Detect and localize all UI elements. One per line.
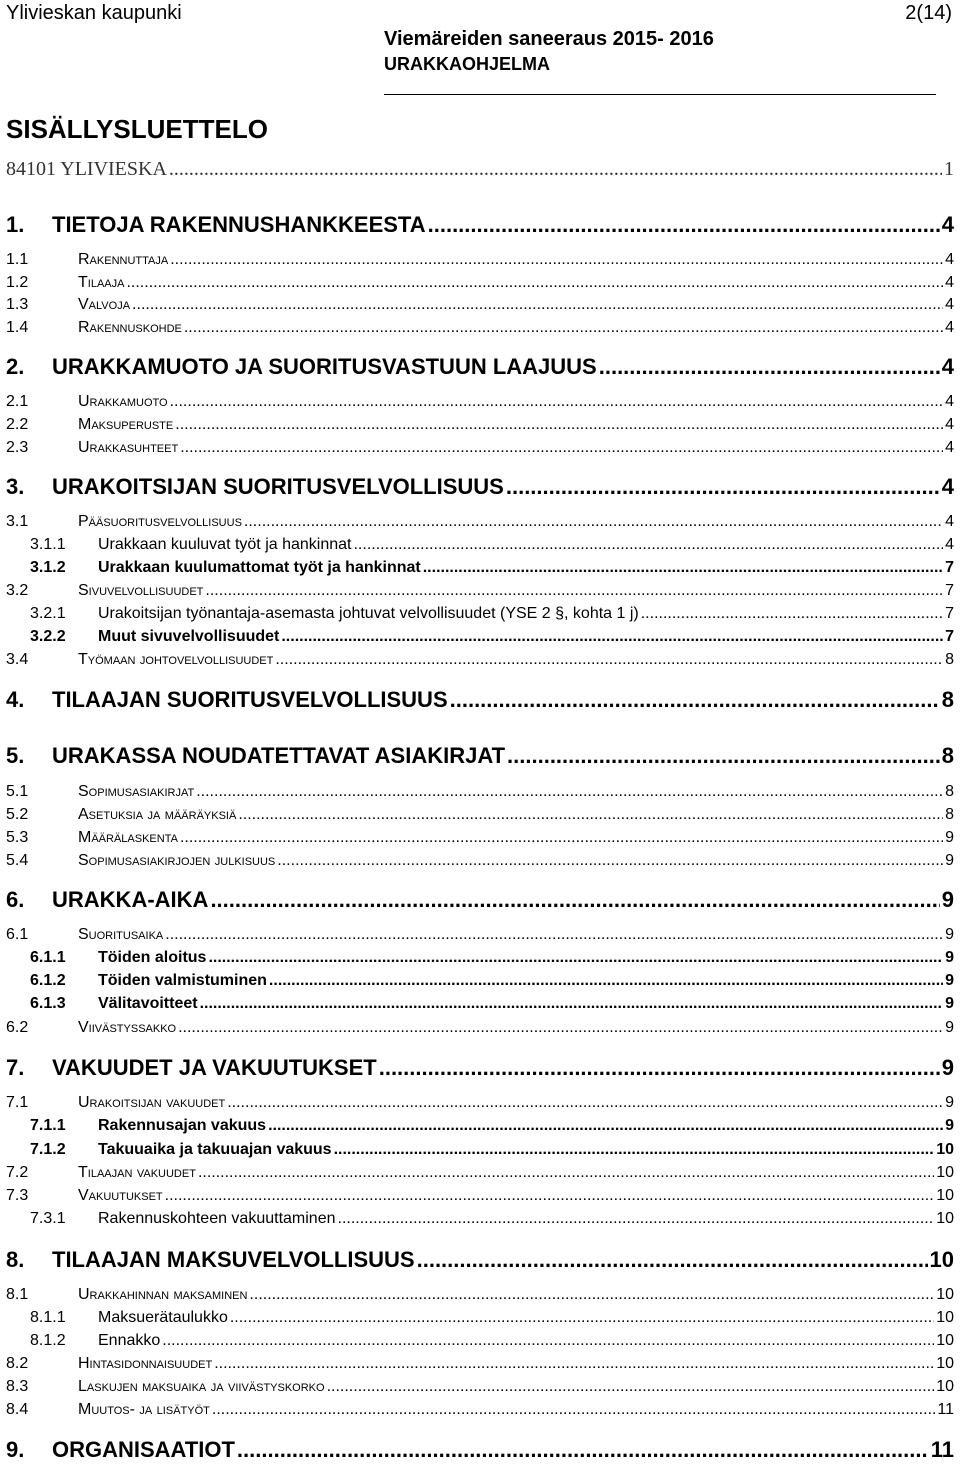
- toc-entry[interactable]: [6, 1355, 954, 1373]
- toc-entry-title: Asetuksia ja määräyksiä: [78, 806, 237, 823]
- toc-entry-title: Tilaaja: [78, 274, 125, 291]
- toc-entry-title: Muut sivuvelvollisuudet: [98, 628, 280, 645]
- toc-entry[interactable]: [6, 1164, 954, 1182]
- toc-entry-number: 3.2: [6, 582, 29, 599]
- toc-entry[interactable]: [6, 852, 954, 870]
- toc-entry-title: Laskujen maksuaika ja viivästyskorko: [78, 1378, 325, 1395]
- toc-entry-page: 11: [937, 1401, 954, 1418]
- toc-entry-page: 4: [945, 416, 954, 433]
- toc-entry-title: Urakkamuoto: [78, 393, 168, 410]
- toc-entry-page: 9: [945, 852, 954, 869]
- toc-entry-title: Suoritusaika: [78, 926, 164, 943]
- toc-entry-title: Vakuutukset: [78, 1187, 163, 1204]
- toc-entry-title: Urakoitsijan vakuudet: [78, 1094, 226, 1111]
- toc-entry-page: 7: [945, 605, 954, 622]
- toc-entry-page: 9: [945, 1019, 954, 1036]
- dot-leader: [214, 1355, 934, 1373]
- dot-leader: [184, 319, 943, 337]
- toc-entry[interactable]: [6, 1247, 954, 1273]
- toc-entry-number: 5.4: [6, 852, 29, 869]
- toc-entry-number: 1.: [6, 212, 25, 237]
- toc-heading: SISÄLLYSLUETTELO: [6, 114, 268, 144]
- toc-entry-page: 9: [945, 926, 954, 943]
- organization-name: Ylivieskan kaupunki: [6, 2, 182, 24]
- page-number: 2(14): [905, 2, 952, 24]
- dot-leader: [327, 1378, 935, 1396]
- toc-entry[interactable]: [6, 274, 954, 292]
- toc-entry-title: TILAAJAN MAKSUVELVOLLISUUS: [52, 1247, 415, 1272]
- toc-entry-page: 10: [936, 1141, 954, 1158]
- toc-entry-number: 2.3: [6, 439, 29, 456]
- toc-entry-page: 9: [945, 949, 954, 966]
- toc-entry[interactable]: [6, 1055, 954, 1081]
- dot-leader: [170, 251, 943, 269]
- toc-entry-page: 8: [945, 783, 954, 800]
- toc-entry-title: Urakkahinnan maksaminen: [78, 1286, 248, 1303]
- toc-entry-page: 4: [941, 474, 954, 499]
- toc-entry-page: 4: [941, 212, 954, 237]
- toc-entry-page: 4: [945, 251, 954, 268]
- dot-leader: [200, 995, 944, 1013]
- toc-entry-page: 7: [945, 559, 954, 576]
- toc-entry-page: 4: [945, 439, 954, 456]
- toc-entry-number: 3.: [6, 474, 25, 499]
- toc-entry-page: 4: [945, 274, 954, 291]
- toc-entry-number: 6.1: [6, 926, 29, 943]
- toc-entry-page: 9: [945, 1117, 954, 1134]
- toc-entry-page: 10: [936, 1355, 954, 1372]
- toc-entry[interactable]: [6, 212, 954, 238]
- toc-entry-title: Rakennuttaja: [78, 251, 169, 268]
- toc-entry-title: VAKUUDET JA VAKUUTUKSET: [52, 1055, 377, 1080]
- toc-entry-page: 4: [945, 536, 954, 553]
- toc-entry[interactable]: [6, 319, 954, 337]
- toc-entry-title: Sopimusasiakirjat: [78, 783, 195, 800]
- dot-leader: [641, 605, 943, 623]
- toc-entry-title: Rakennuskohde: [78, 319, 182, 336]
- toc-entry[interactable]: [6, 926, 954, 944]
- toc-entry-page: 10: [929, 1247, 954, 1272]
- toc-entry-page: 4: [941, 354, 954, 379]
- toc-entry-title: TILAAJAN SUORITUSVELVOLLISUUS: [52, 687, 448, 712]
- dot-leader: [238, 806, 943, 824]
- toc-entry-number: 3.1.1: [30, 536, 66, 553]
- toc-entry-title: URAKKA-AIKA: [52, 887, 209, 912]
- toc-entry[interactable]: [6, 687, 954, 713]
- toc-entry-page: 10: [936, 1164, 954, 1181]
- toc-entry-title: Sivuvelvollisuudet: [78, 582, 204, 599]
- dot-leader: [198, 1164, 934, 1182]
- toc-entry-page: 11: [930, 1437, 954, 1462]
- toc-entry[interactable]: [6, 416, 954, 434]
- toc-entry[interactable]: [6, 513, 954, 531]
- toc-entry-title: Maksuerätaulukko: [98, 1309, 228, 1326]
- toc-entry-page: 8: [941, 743, 954, 768]
- toc-entry-title: Välitavoitteet: [98, 995, 198, 1012]
- toc-entry-title: URAKASSA NOUDATETTAVAT ASIAKIRJAT: [52, 743, 506, 768]
- toc-entry-page: 9: [945, 995, 954, 1012]
- toc-entry-number: 6.: [6, 887, 25, 912]
- toc-entry-number: 8.2: [6, 1355, 29, 1372]
- toc-entry-page: 8: [945, 651, 954, 668]
- toc-entry-title: Työmaan johtovelvollisuudet: [78, 651, 274, 668]
- toc-entry-title: Takuuaika ja takuuajan vakuus: [98, 1141, 332, 1158]
- toc-entry[interactable]: [6, 1332, 954, 1350]
- toc-entry-number: 9.: [6, 1437, 25, 1462]
- toc-entry[interactable]: [6, 1210, 954, 1228]
- dot-leader: [162, 1332, 934, 1350]
- toc-entry-page: 9: [941, 1055, 954, 1080]
- toc-entry-title: Viivästyssakko: [78, 1019, 177, 1036]
- toc-entry-number: 7.: [6, 1055, 25, 1080]
- dot-leader: [379, 1055, 940, 1081]
- toc-entry-title: Valvoja: [78, 296, 131, 313]
- toc-entry-number: 1.1: [6, 251, 29, 268]
- toc-entry-title: Pääsuoritusvelvollisuus: [78, 513, 242, 530]
- toc-entry-page: 10: [936, 1309, 954, 1326]
- toc-entry-page: 9: [945, 829, 954, 846]
- toc-entry-number: 3.1.2: [30, 559, 66, 576]
- toc-entry-number: 3.2.1: [30, 605, 66, 622]
- toc-entry[interactable]: [6, 829, 954, 847]
- toc-entry-number: 3.2.2: [30, 628, 66, 645]
- toc-entry-page: 10: [936, 1332, 954, 1349]
- toc-entry-page: 9: [941, 887, 954, 912]
- toc-entry-page: 8: [941, 687, 954, 712]
- dot-leader: [506, 474, 940, 500]
- dot-leader: [268, 1117, 943, 1135]
- toc-entry[interactable]: [6, 783, 954, 801]
- toc-entry[interactable]: [6, 1141, 954, 1159]
- toc-entry-number: 7.1.2: [30, 1141, 66, 1158]
- toc-entry-number: 7.3.1: [30, 1210, 66, 1227]
- toc-entry[interactable]: [6, 972, 954, 990]
- toc-entry[interactable]: [6, 806, 954, 824]
- toc-entry[interactable]: [6, 1117, 954, 1135]
- dot-leader: [132, 296, 943, 314]
- toc-entry-number: 8.1: [6, 1286, 29, 1303]
- toc-entry-number: 3.1: [6, 513, 29, 530]
- toc-entry-title: URAKKAMUOTO JA SUORITUSVASTUUN LAAJUUS: [52, 354, 597, 379]
- toc-entry-title: Töiden valmistuminen: [98, 972, 267, 989]
- toc-entry-title: Maksuperuste: [78, 416, 174, 433]
- toc-entry-number: 8.1.2: [30, 1332, 66, 1349]
- toc-entry[interactable]: [6, 393, 954, 411]
- toc-entry[interactable]: [6, 949, 954, 967]
- toc-entry-title: Ennakko: [98, 1332, 161, 1349]
- dot-leader: [275, 651, 943, 669]
- dot-leader: [353, 536, 943, 554]
- dot-leader: [205, 582, 943, 600]
- dot-leader: [334, 1141, 935, 1159]
- toc-entry-number: 1.2: [6, 274, 29, 291]
- toc-entry-title: 84101 YLIVIESKA: [6, 158, 167, 180]
- dot-leader: [269, 972, 943, 990]
- toc-entry-number: 5.1: [6, 783, 29, 800]
- toc-entry-number: 5.2: [6, 806, 29, 823]
- dot-leader: [244, 513, 943, 531]
- toc-entry[interactable]: [6, 1437, 954, 1463]
- dot-leader: [277, 852, 943, 870]
- toc-entry-number: 8.1.1: [30, 1309, 66, 1326]
- dot-leader: [210, 887, 939, 913]
- toc-entry-page: 7: [945, 582, 954, 599]
- toc-entry-title: Hintasidonnaisuudet: [78, 1355, 213, 1372]
- dot-leader: [165, 1187, 935, 1205]
- toc-entry-page: 9: [945, 972, 954, 989]
- toc-entry-page: 1: [944, 158, 954, 180]
- document-title: Viemäreiden saneeraus 2015- 2016: [384, 28, 714, 50]
- toc-entry-title: URAKOITSIJAN SUORITUSVELVOLLISUUS: [52, 474, 504, 499]
- toc-entry[interactable]: [6, 582, 954, 600]
- toc-entry-page: 4: [945, 296, 954, 313]
- toc-entry[interactable]: [6, 1019, 954, 1037]
- toc-entry-title: Määrälaskenta: [78, 829, 178, 846]
- toc-entry-number: 1.4: [6, 319, 29, 336]
- toc-entry[interactable]: [6, 559, 954, 577]
- toc-entry-title: Töiden aloitus: [98, 949, 207, 966]
- toc-entry-number: 1.3: [6, 296, 29, 313]
- dot-leader: [237, 1437, 929, 1463]
- toc-entry-number: 2.: [6, 354, 25, 379]
- toc-entry-title: Urakkaan kuuluvat työt ja hankinnat: [98, 536, 352, 553]
- toc-entry[interactable]: [6, 1378, 954, 1396]
- dot-leader: [212, 1401, 936, 1419]
- toc-entry[interactable]: [6, 1094, 954, 1112]
- dot-leader: [507, 743, 940, 769]
- toc-entry[interactable]: [6, 1309, 954, 1327]
- toc-entry[interactable]: [6, 743, 954, 769]
- toc-entry-number: 5.3: [6, 829, 29, 846]
- toc-entry-title: Muutos- ja lisätyöt: [78, 1401, 210, 1418]
- toc-entry[interactable]: [6, 887, 954, 913]
- header-rule: [384, 94, 936, 95]
- toc-entry[interactable]: [6, 1187, 954, 1205]
- toc-entry-number: 7.3: [6, 1187, 29, 1204]
- toc-entry-number: 6.2: [6, 1019, 29, 1036]
- toc-entry-page: 10: [936, 1210, 954, 1227]
- toc-entry[interactable]: [6, 354, 954, 380]
- toc-entry[interactable]: [6, 605, 954, 623]
- toc-entry-number: 8.4: [6, 1401, 29, 1418]
- toc-entry[interactable]: [6, 1286, 954, 1304]
- dot-leader: [281, 628, 943, 646]
- dot-leader: [428, 212, 940, 238]
- toc-entry-page: 9: [945, 1094, 954, 1111]
- dot-leader: [599, 354, 940, 380]
- toc-entry-number: 8.3: [6, 1378, 29, 1395]
- toc-entry-title: Sopimusasiakirjojen julkisuus: [78, 852, 276, 869]
- toc-entry-title: Rakennuskohteen vakuuttaminen: [98, 1210, 336, 1227]
- toc-entry-number: 4.: [6, 687, 25, 712]
- toc-entry[interactable]: [6, 474, 954, 500]
- toc-entry-number: 7.1.1: [30, 1117, 66, 1134]
- toc-entry[interactable]: [6, 439, 954, 457]
- toc-entry-page: 8: [945, 806, 954, 823]
- dot-leader: [417, 1247, 928, 1273]
- toc-entry-page: 10: [936, 1187, 954, 1204]
- dot-leader: [169, 158, 942, 181]
- dot-leader: [423, 559, 943, 577]
- toc-entry-page: 7: [945, 628, 954, 645]
- toc-entry-title: Urakkasuhteet: [78, 439, 179, 456]
- toc-entry-page: 10: [936, 1378, 954, 1395]
- dot-leader: [338, 1210, 935, 1228]
- dot-leader: [230, 1309, 934, 1327]
- toc-entry-number: 7.2: [6, 1164, 29, 1181]
- dot-leader: [170, 393, 944, 411]
- dot-leader: [249, 1286, 934, 1304]
- toc-entry-title: Tilaajan vakuudet: [78, 1164, 196, 1181]
- toc-entry-page: 10: [936, 1286, 954, 1303]
- dot-leader: [208, 949, 943, 967]
- toc-entry-title: ORGANISAATIOT: [52, 1437, 235, 1462]
- toc-entry-page: 4: [945, 319, 954, 336]
- dot-leader: [178, 1019, 943, 1037]
- toc-entry-number: 6.1.3: [30, 995, 66, 1012]
- toc-entry-page: 4: [945, 393, 954, 410]
- toc-entry-title: Rakennusajan vakuus: [98, 1117, 267, 1134]
- toc-entry-number: 6.1.1: [30, 949, 66, 966]
- toc-entry[interactable]: [6, 251, 954, 269]
- dot-leader: [165, 926, 943, 944]
- dot-leader: [450, 687, 940, 713]
- dot-leader: [180, 439, 943, 457]
- toc-entry[interactable]: [6, 296, 954, 314]
- toc-entry-number: 3.4: [6, 651, 29, 668]
- toc-entry-number: 2.2: [6, 416, 29, 433]
- toc-entry[interactable]: [6, 651, 954, 669]
- toc-entry-page: 4: [945, 513, 954, 530]
- toc-entry[interactable]: [6, 536, 954, 554]
- dot-leader: [126, 274, 943, 292]
- toc-entry[interactable]: [6, 995, 954, 1013]
- toc-entry[interactable]: [6, 628, 954, 646]
- toc-entry-title: Urakoitsijan työnantaja-asemasta johtuvat velvollisuudet (YSE 2 §, kohta 1 j): [98, 605, 639, 622]
- toc-entry-number: 5.: [6, 743, 25, 768]
- dot-leader: [196, 783, 943, 801]
- dot-leader: [227, 1094, 943, 1112]
- toc-entry-title: TIETOJA RAKENNUSHANKKEESTA: [52, 212, 426, 237]
- toc-entry-title: Urakkaan kuulumattomat työt ja hankinnat: [98, 559, 421, 576]
- dot-leader: [180, 829, 943, 847]
- toc-entry[interactable]: [6, 158, 954, 181]
- toc-entry-number: 7.1: [6, 1094, 29, 1111]
- dot-leader: [175, 416, 943, 434]
- document-subtitle: URAKKAOHJELMA: [384, 54, 550, 74]
- toc-entry-number: 6.1.2: [30, 972, 66, 989]
- toc-entry-number: 2.1: [6, 393, 29, 410]
- toc-entry[interactable]: [6, 1401, 954, 1419]
- toc-entry-number: 8.: [6, 1247, 25, 1272]
